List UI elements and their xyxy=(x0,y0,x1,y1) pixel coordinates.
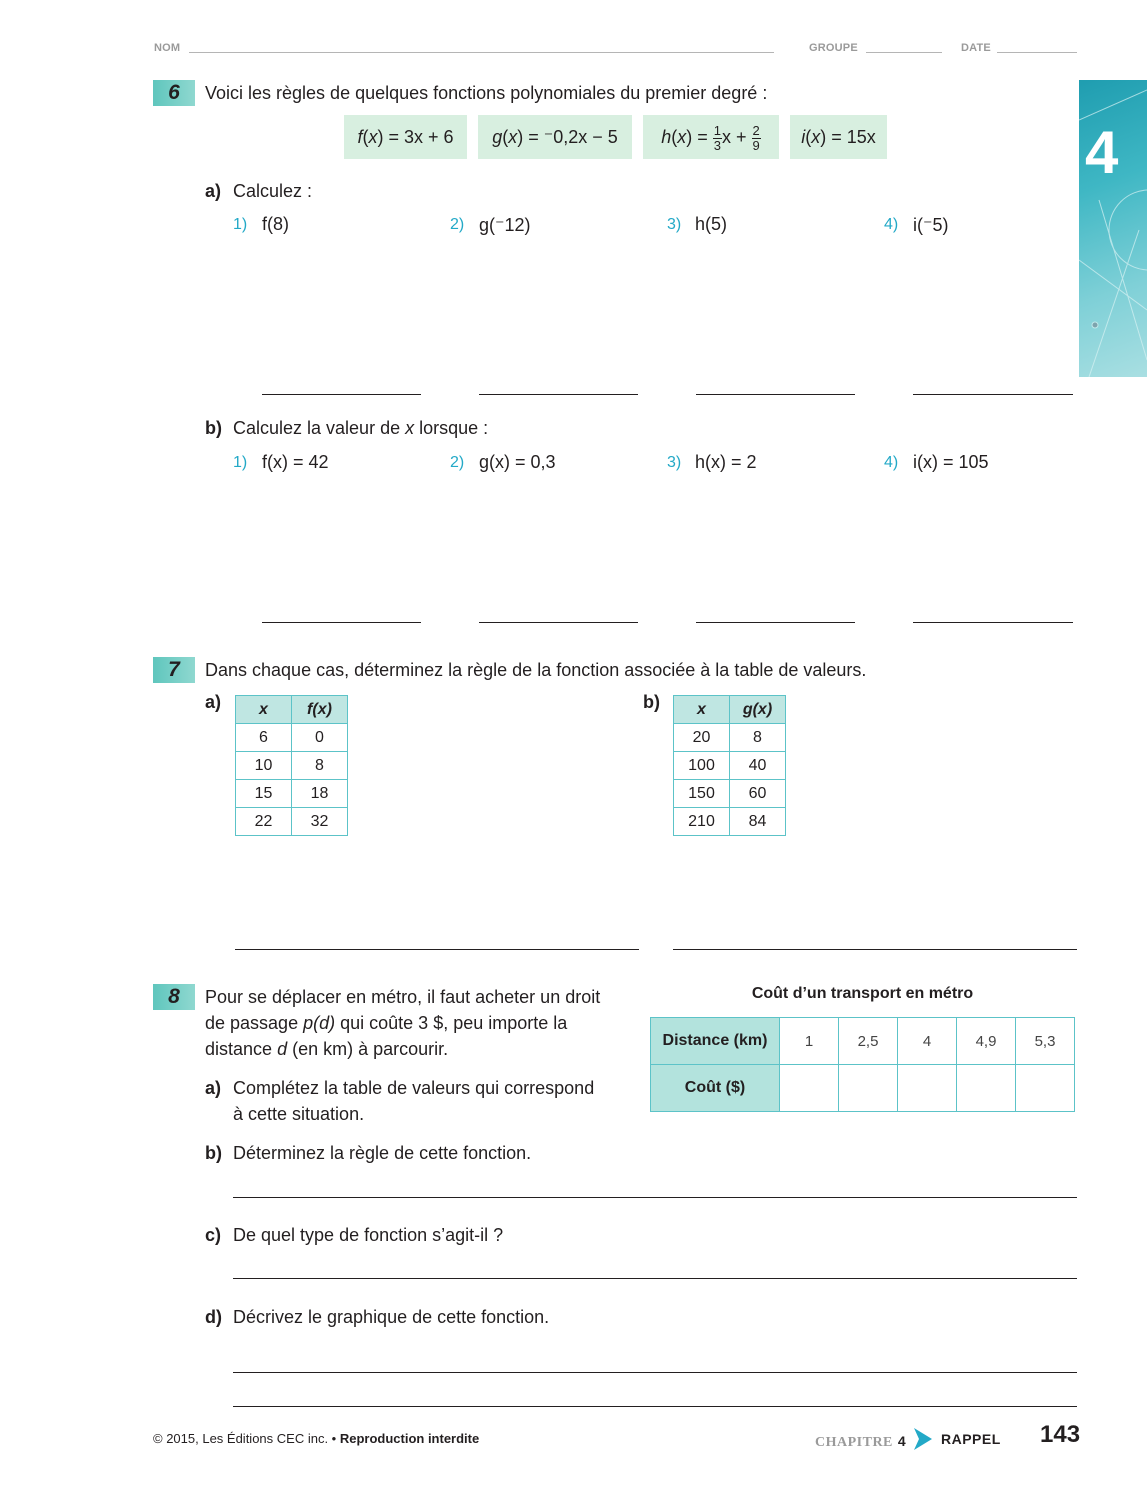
function-i-rule: = 15x xyxy=(831,127,876,147)
nom-label: NOM xyxy=(154,42,181,54)
table-row xyxy=(674,752,786,780)
ex6-b-answer-line-3[interactable] xyxy=(696,622,855,623)
cost-row xyxy=(651,1065,1075,1112)
table-cell: 32 xyxy=(292,808,348,836)
ex8-a-text-line-1: Complétez la table de valeurs qui correspond xyxy=(233,1078,595,1098)
ex6-b-item-4-number: 4) xyxy=(884,454,899,471)
fraction-one-third: $\frac{1}{3}$ xyxy=(713,122,721,153)
function-h-box: h(x) = $\frac{1}{3}$ x + $\frac{2}{9}$ xyxy=(643,115,779,159)
ex6-b-item-3-expr: h(x) = 2 xyxy=(695,452,757,472)
table-cell: 84 xyxy=(730,808,786,836)
chapter-side-tab xyxy=(1079,80,1147,377)
function-h-x-plus: x + xyxy=(722,127,747,147)
table-cell: 0 xyxy=(292,724,348,752)
function-h-equals: = xyxy=(697,127,708,147)
ex8-b-label: b) xyxy=(205,1143,222,1163)
ex7-a-answer-line[interactable] xyxy=(235,949,639,950)
nom-line xyxy=(189,52,774,53)
ex6-b-item-1-number: 1) xyxy=(233,454,248,471)
arrow-right-icon xyxy=(912,1426,934,1452)
ex6-b-answer-line-4[interactable] xyxy=(913,622,1073,623)
table-header-gx: g(x) xyxy=(730,696,786,724)
table-cell: 8 xyxy=(292,752,348,780)
ex8-c-text: De quel type de fonction s’agit-il ? xyxy=(233,1225,504,1245)
exercise-8-statement-line-2: de passage p(d) qui coûte 3 $, peu importe la xyxy=(205,1013,568,1033)
function-f-name: f xyxy=(357,127,363,147)
table-cell: 150 xyxy=(674,780,730,808)
ex7-a-value-table xyxy=(235,695,348,836)
distance-cell: 5,3 xyxy=(1016,1018,1075,1065)
ex6-a-answer-line-2[interactable] xyxy=(479,394,638,395)
exercise-7-statement: Dans chaque cas, déterminez la règle de la fonction associée à la table de valeurs. xyxy=(205,660,867,680)
ex8-d-answer-line-2[interactable] xyxy=(233,1406,1077,1407)
ex6-b-item-1-expr: f(x) = 42 xyxy=(262,452,329,472)
ex8-c-answer-line[interactable] xyxy=(233,1278,1077,1279)
exercise-6-number: 6 xyxy=(153,80,195,106)
ex6-b-item-4-expr: i(x) = 105 xyxy=(913,452,989,472)
ex6-b-item-2-number: 2) xyxy=(450,454,465,471)
table-row xyxy=(236,780,348,808)
cost-header: Coût ($) xyxy=(651,1065,780,1112)
ex6-a-answer-line-1[interactable] xyxy=(262,394,421,395)
groupe-label: GROUPE xyxy=(809,42,858,54)
exercise-6-statement: Voici les règles de quelques fonctions polynomiales du premier degré : xyxy=(205,83,768,103)
ex8-b-answer-line[interactable] xyxy=(233,1197,1077,1198)
distance-cell: 1 xyxy=(780,1018,839,1065)
exercise-7-number: 7 xyxy=(153,657,195,683)
date-label: DATE xyxy=(961,42,991,54)
table-header-fx: f(x) xyxy=(292,696,348,724)
distance-cell: 2,5 xyxy=(839,1018,898,1065)
rappel-label: RAPPEL xyxy=(941,1431,1001,1447)
ex6-b-text: Calculez la valeur de x lorsque : xyxy=(233,418,489,438)
copyright-notice: © 2015, Les Éditions CEC inc. • Reproduction interdite xyxy=(153,1431,480,1446)
cost-input-cell[interactable] xyxy=(1016,1065,1075,1112)
ex8-d-label: d) xyxy=(205,1307,222,1327)
table-row xyxy=(674,724,786,752)
page-number: 143 xyxy=(1040,1421,1081,1448)
ex7-b-label: b) xyxy=(643,692,660,712)
table-cell: 18 xyxy=(292,780,348,808)
table-cell: 22 xyxy=(236,808,292,836)
ex6-a-item-4-number: 4) xyxy=(884,216,899,233)
exercise-8-statement-line-3: distance d (en km) à parcourir. xyxy=(205,1039,449,1059)
function-g-box: g(x) = ⁻0,2x − 5 xyxy=(478,115,632,159)
chapter-footer xyxy=(815,1430,906,1451)
exercise-8-number: 8 xyxy=(153,984,195,1010)
table-cell: 60 xyxy=(730,780,786,808)
ex6-b-label: b) xyxy=(205,418,222,438)
table-cell: 15 xyxy=(236,780,292,808)
table-cell: 100 xyxy=(674,752,730,780)
ex6-b-answer-line-2[interactable] xyxy=(479,622,638,623)
ex6-a-answer-line-4[interactable] xyxy=(913,394,1073,395)
ex6-b-item-3-number: 3) xyxy=(667,454,682,471)
ex7-b-answer-line[interactable] xyxy=(673,949,1077,950)
ex6-b-item-2-expr: g(x) = 0,3 xyxy=(479,452,556,472)
table-row xyxy=(236,808,348,836)
cost-table-title: Coût d’un transport en métro xyxy=(751,985,974,1002)
function-f-rule: = 3x + 6 xyxy=(388,127,454,147)
table-header-row xyxy=(674,696,786,724)
function-g-rule: = ⁻0,2x − 5 xyxy=(528,127,618,147)
distance-header: Distance (km) xyxy=(651,1018,780,1065)
table-row xyxy=(674,808,786,836)
table-header-x: x xyxy=(236,696,292,724)
distance-cell: 4,9 xyxy=(957,1018,1016,1065)
ex6-a-item-3-expr: h(5) xyxy=(695,214,728,234)
cost-input-cell[interactable] xyxy=(780,1065,839,1112)
table-cell: 8 xyxy=(730,724,786,752)
function-h-name: h xyxy=(661,127,672,147)
ex6-a-item-2-expr: g(⁻12) xyxy=(479,215,531,235)
table-cell: 210 xyxy=(674,808,730,836)
exercise-8-statement-line-1: Pour se déplacer en métro, il faut acheter un droit xyxy=(205,987,601,1007)
chapter-number: 4 xyxy=(1085,119,1119,186)
groupe-line xyxy=(866,52,942,53)
ex8-a-text-line-2: à cette situation. xyxy=(233,1104,365,1124)
date-line xyxy=(997,52,1077,53)
distance-cell: 4 xyxy=(898,1018,957,1065)
ex6-b-answer-line-1[interactable] xyxy=(262,622,421,623)
function-g-name: g xyxy=(492,127,503,147)
cost-input-cell[interactable] xyxy=(839,1065,898,1112)
ex6-a-item-1-number: 1) xyxy=(233,216,248,233)
table-cell: 10 xyxy=(236,752,292,780)
cost-input-cell[interactable] xyxy=(898,1065,957,1112)
ex6-a-item-1-expr: f(8) xyxy=(262,214,289,234)
ex8-b-text: Déterminez la règle de cette fonction. xyxy=(233,1143,532,1163)
table-header-row xyxy=(236,696,348,724)
ex6-a-label: a) xyxy=(205,181,222,201)
chapitre-number: 4 xyxy=(897,1433,906,1449)
fraction-two-ninths: $\frac{2}{9}$ xyxy=(752,122,760,153)
table-cell: 20 xyxy=(674,724,730,752)
ex6-a-item-2-number: 2) xyxy=(450,216,465,233)
function-i-name: i xyxy=(801,127,806,147)
distance-row xyxy=(651,1018,1075,1065)
ex6-a-answer-line-3[interactable] xyxy=(696,394,855,395)
function-f-box: f(x) = 3x + 6 xyxy=(344,115,467,159)
ex7-b-value-table xyxy=(673,695,786,836)
table-row xyxy=(236,752,348,780)
ex8-d-text: Décrivez le graphique de cette fonction. xyxy=(233,1307,550,1327)
table-cell: 40 xyxy=(730,752,786,780)
cost-value-table xyxy=(650,1017,1075,1112)
function-i-box: i(x) = 15x xyxy=(790,115,887,159)
cost-input-cell[interactable] xyxy=(957,1065,1016,1112)
chapitre-label: CHAPITRE xyxy=(815,1435,893,1450)
ex8-d-answer-line-1[interactable] xyxy=(233,1372,1077,1373)
table-row xyxy=(674,780,786,808)
ex6-a-item-4-expr: i(⁻5) xyxy=(913,215,949,235)
table-cell: 6 xyxy=(236,724,292,752)
ex6-a-text: Calculez : xyxy=(233,181,313,201)
ex8-c-label: c) xyxy=(205,1225,222,1245)
table-header-x: x xyxy=(674,696,730,724)
ex8-a-label: a) xyxy=(205,1078,222,1098)
ex7-a-label: a) xyxy=(205,692,222,712)
table-row xyxy=(236,724,348,752)
ex6-a-item-3-number: 3) xyxy=(667,216,682,233)
